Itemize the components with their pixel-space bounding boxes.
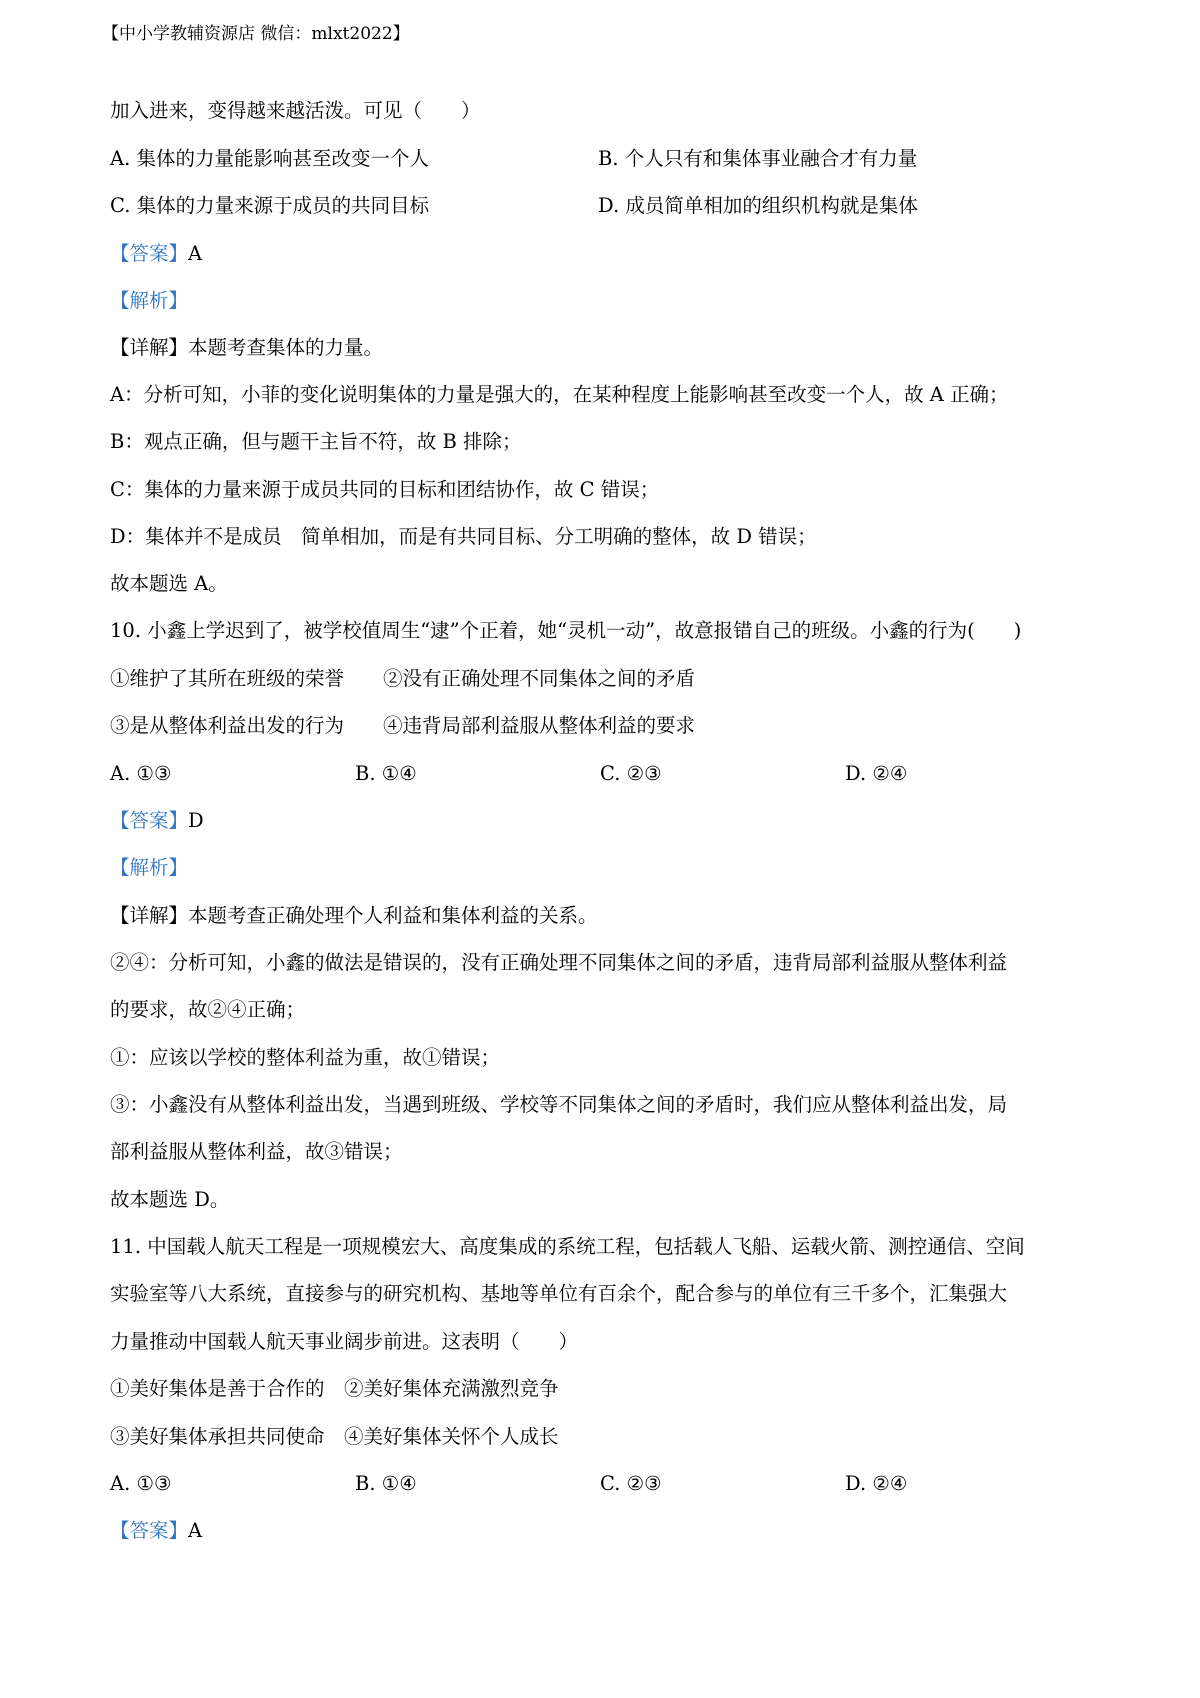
analysis-tag: 【解析】: [110, 289, 189, 312]
page-header: 【中小学教辅资源店 微信：mlxt2022】: [102, 24, 410, 44]
q10-option-d: D. ②④: [845, 762, 908, 785]
answer-value: D: [188, 809, 204, 832]
answer-tag: 【答案】: [110, 242, 189, 265]
q9-option-a: A. 集体的力量能影响甚至改变一个人: [110, 147, 429, 170]
q11-stem-1: 11. 中国载人航天工程是一项规模宏大、高度集成的系统工程，包括载人飞船、运载火箭、测控通信、空间: [110, 1235, 1025, 1258]
q10-statements-2: ③是从整体利益出发的行为 ④违背局部利益服从整体利益的要求: [110, 714, 696, 737]
q10-analysis-heading: [110, 855, 188, 881]
answer-tag: 【答案】: [110, 1519, 189, 1542]
q9-explanation-b: B：观点正确，但与题干主旨不符，故 B 排除；: [110, 430, 522, 453]
q9-conclusion: 故本题选 A。: [110, 572, 228, 595]
q10-option-b: B. ①④: [355, 762, 417, 785]
q9-option-c: C. 集体的力量来源于成员的共同目标: [110, 194, 430, 217]
q11-option-a: A. ①③: [110, 1472, 172, 1495]
q9-option-d: D. 成员简单相加的组织机构就是集体: [598, 194, 918, 217]
q9-analysis-heading: [110, 288, 188, 314]
q10-explanation-2: ①：应该以学校的整体利益为重，故①错误；: [110, 1046, 501, 1069]
q10-statements-1: ①维护了其所在班级的荣誉 ②没有正确处理不同集体之间的矛盾: [110, 667, 696, 690]
q10-explanation-3: ③：小鑫没有从整体利益出发，当遇到班级、学校等不同集体之间的矛盾时，我们应从整体利益出发，局: [110, 1093, 1008, 1116]
q11-option-b: B. ①④: [355, 1472, 417, 1495]
q10-option-a: A. ①③: [110, 762, 172, 785]
q11-stem-3: 力量推动中国载人航天事业阔步前进。这表明（ ）: [110, 1330, 579, 1353]
q10-explanation-1: ②④：分析可知，小鑫的做法是错误的，没有正确处理不同集体之间的矛盾，违背局部利益服从整体利益: [110, 951, 1008, 974]
q9-option-b: B. 个人只有和集体事业融合才有力量: [598, 147, 918, 170]
q11-option-d: D. ②④: [845, 1472, 908, 1495]
answer-value: A: [188, 1519, 203, 1542]
q9-explanation-c: C：集体的力量来源于成员共同的目标和团结协作，故 C 错误；: [110, 478, 660, 501]
q10-explanation-3-cont: 部利益服从整体利益，故③错误；: [110, 1140, 403, 1163]
q11-statements-1: ①美好集体是善于合作的 ②美好集体充满激烈竞争: [110, 1377, 559, 1400]
q10-detail: 【详解】本题考查正确处理个人利益和集体利益的关系。: [110, 904, 598, 927]
analysis-tag: 【解析】: [110, 856, 189, 879]
q10-option-c: C. ②③: [600, 762, 662, 785]
q9-explanation-d: D：集体并不是成员 简单相加，而是有共同目标、分工明确的整体，故 D 错误；: [110, 525, 817, 548]
q10-answer: [110, 808, 204, 834]
q10-conclusion: 故本题选 D。: [110, 1188, 230, 1211]
answer-value: A: [188, 242, 203, 265]
q11-statements-2: ③美好集体承担共同使命 ④美好集体关怀个人成长: [110, 1425, 559, 1448]
q9-explanation-a: A：分析可知，小菲的变化说明集体的力量是强大的，在某种程度上能影响甚至改变一个人，故 A 正确；: [110, 383, 1009, 406]
q11-stem-2: 实验室等八大系统，直接参与的研究机构、基地等单位有百余个，配合参与的单位有三千多个，汇集强大: [110, 1282, 1008, 1305]
q11-option-c: C. ②③: [600, 1472, 662, 1495]
q10-stem: 10. 小鑫上学迟到了，被学校值周生“逮”个正着，她“灵机一动”，故意报错自己的班级。小鑫的行为( ): [110, 619, 1022, 642]
q9-stem-tail: 加入进来，变得越来越活泼。可见（ ）: [110, 99, 481, 122]
q9-detail: 【详解】本题考查集体的力量。: [110, 336, 384, 359]
q11-answer: [110, 1518, 202, 1544]
answer-tag: 【答案】: [110, 809, 189, 832]
q10-explanation-1-cont: 的要求，故②④正确；: [110, 998, 306, 1021]
q9-answer: [110, 241, 202, 267]
